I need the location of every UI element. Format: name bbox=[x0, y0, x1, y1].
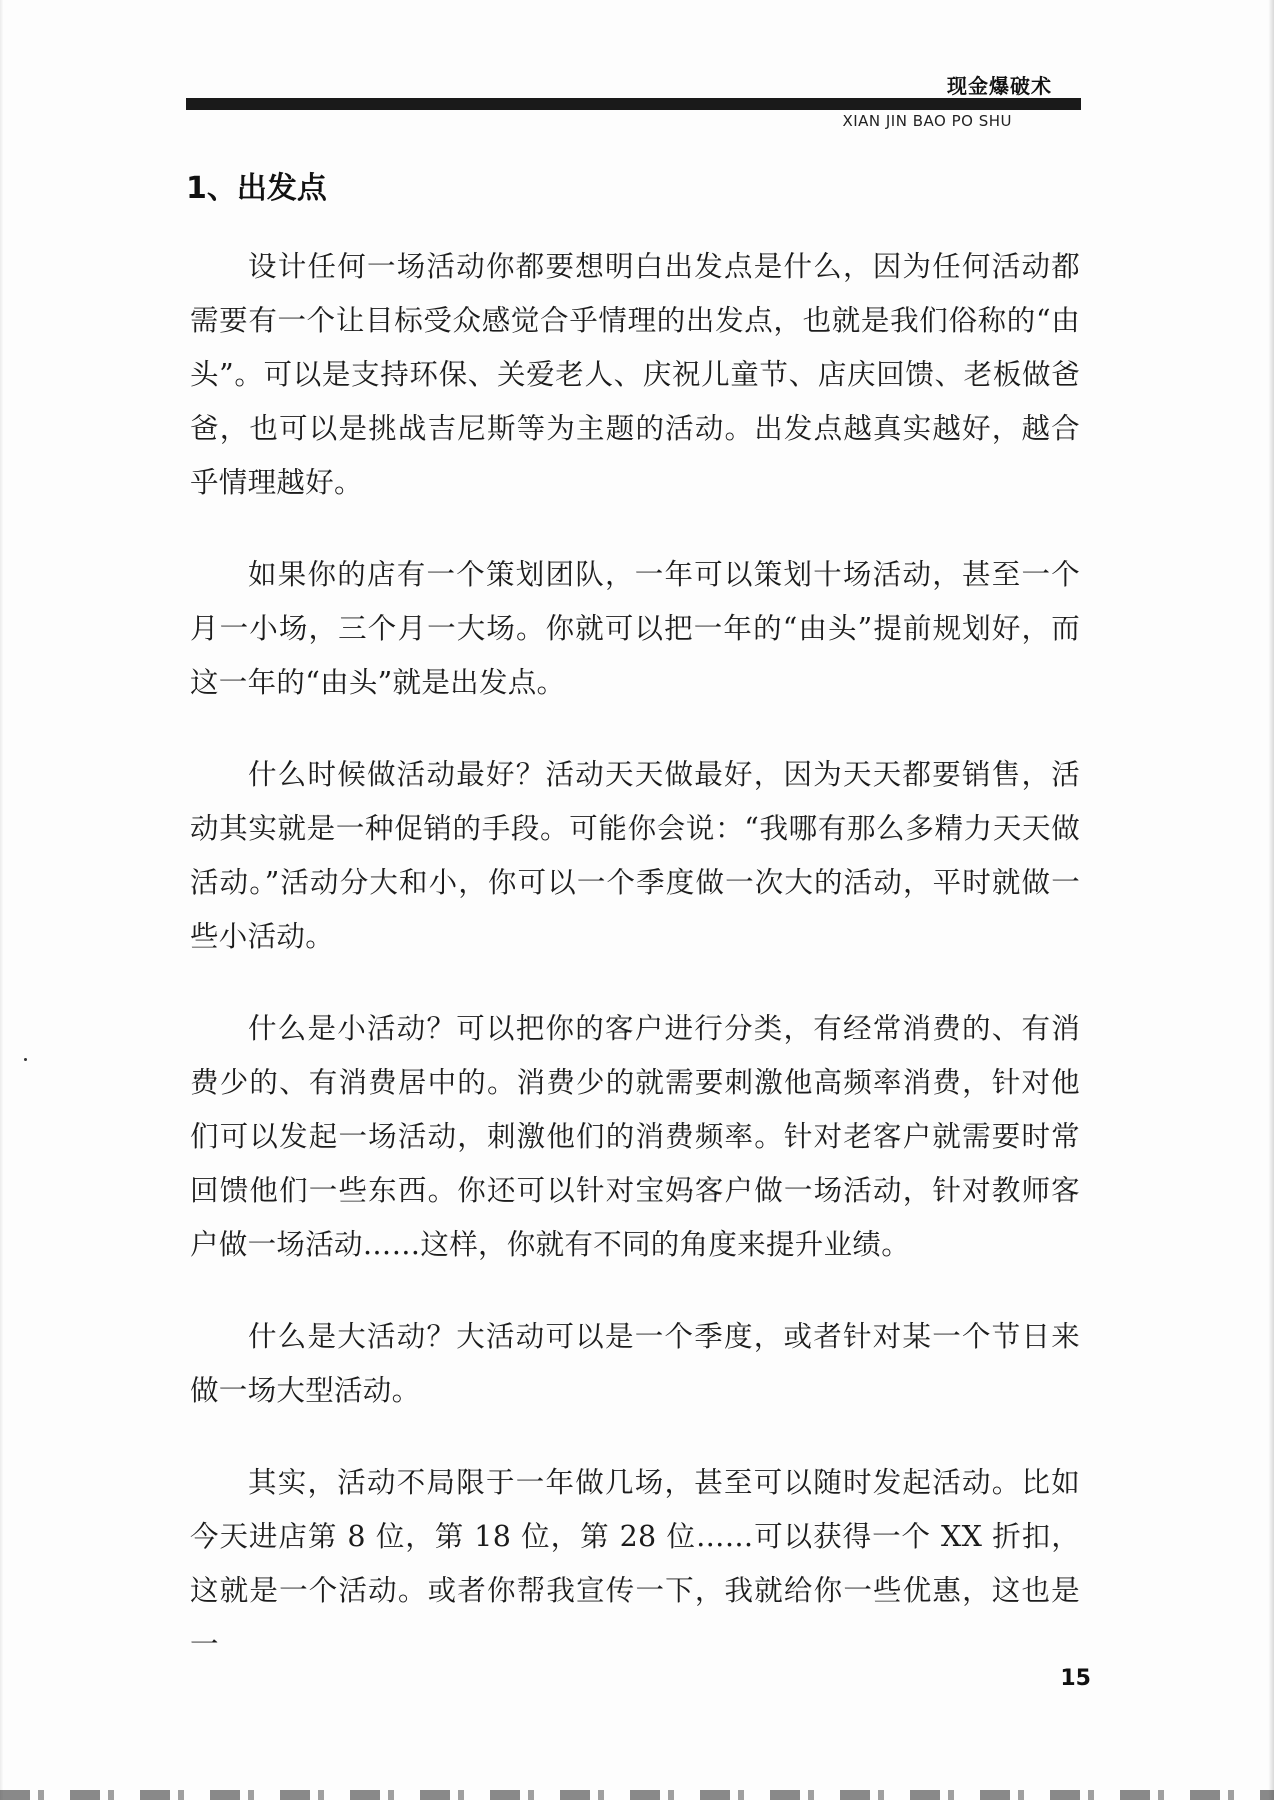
paragraph-starting-point: 设计任何一场活动你都要想明白出发点是什么，因为任何活动都需要有一个让目标受众感觉合乎情理的出发点，也就是我们俗称的“由头”。可以是支持环保、关爱老人、庆祝儿童节、店庆回馈、老板做爸爸，也可以是挑战吉尼斯等为主题的活动。出发点越真实越好，越合乎情理越好。 bbox=[190, 250, 1080, 499]
scan-edge-right bbox=[1268, 0, 1274, 1800]
paragraph-when-to-run: 什么时候做活动最好？活动天天做最好，因为天天都要销售，活动其实就是一种促销的手段。可能你会说：“我哪有那么多精力天天做活动。”活动分大和小，你可以一个季度做一次大的活动，平时就做一些小活动。 bbox=[190, 758, 1080, 953]
paragraph-planning-team: 如果你的店有一个策划团队，一年可以策划十场活动，甚至一个月一小场，三个月一大场。你就可以把一年的“由头”提前规划好，而这一年的“由头”就是出发点。 bbox=[190, 558, 1080, 699]
running-subtitle: XIAN JIN BAO PO SHU bbox=[842, 112, 1012, 130]
scan-edge-left bbox=[0, 0, 4, 1800]
paragraph-anytime-events: 其实，活动不局限于一年做几场，甚至可以随时发起活动。比如今天进店第 8 位，第 18 位，第 28 位……可以获得一个 XX 折扣，这就是一个活动。或者你帮我宣传一下，我就给你一些优惠，这也是一 bbox=[190, 1466, 1080, 1661]
paragraph-small-events: 什么是小活动？可以把你的客户进行分类，有经常消费的、有消费少的、有消费居中的。消费少的就需要刺激他高频率消费，针对他们可以发起一场活动，刺激他们的消费频率。针对老客户就需要时常回馈他们一些东西。你还可以针对宝妈客户做一场活动，针对教师客户做一场活动……这样，你就有不同的角度来提升业绩。 bbox=[190, 1012, 1080, 1261]
paragraph-big-events: 什么是大活动？大活动可以是一个季度，或者针对某一个节日来做一场大型活动。 bbox=[190, 1320, 1080, 1407]
body-text bbox=[190, 240, 1080, 1710]
header-rule bbox=[186, 98, 1081, 110]
scan-speck bbox=[24, 1058, 27, 1061]
page-number: 15 bbox=[1060, 1666, 1091, 1691]
scan-edge-bottom bbox=[0, 1790, 1274, 1800]
running-title: 现金爆破术 bbox=[947, 74, 1052, 98]
section-heading: 1、出发点 bbox=[186, 171, 327, 206]
